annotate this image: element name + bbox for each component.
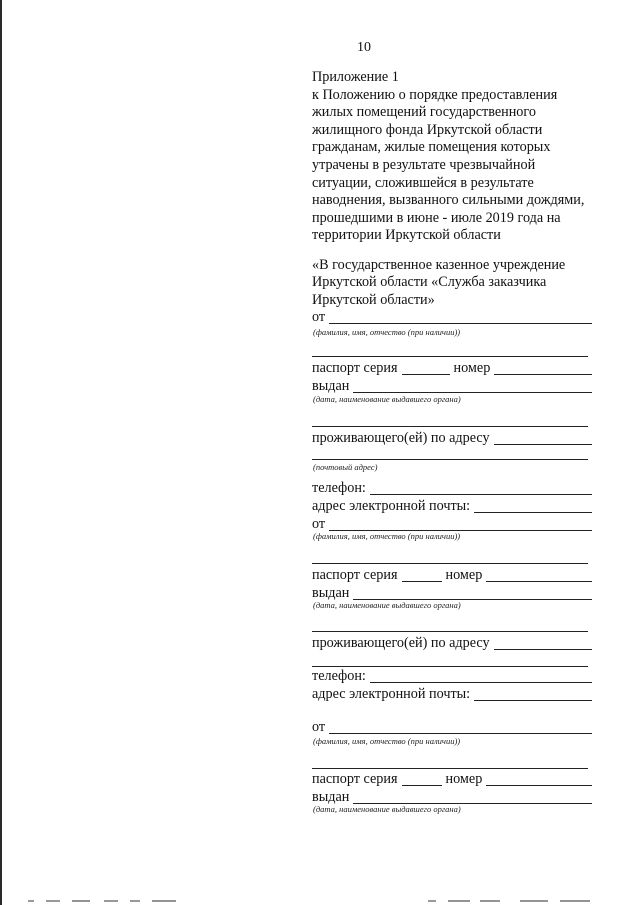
appendix-line: жилых помещений государственного bbox=[312, 104, 536, 121]
issued-label: выдан bbox=[312, 585, 350, 601]
phone-row bbox=[312, 479, 592, 497]
appendix-line: территории Иркутской области bbox=[312, 227, 501, 244]
passport-row bbox=[312, 359, 592, 377]
from-field[interactable] bbox=[329, 517, 592, 531]
appendix-line: гражданам, жилые помещения которых bbox=[312, 139, 551, 156]
email-row bbox=[312, 497, 592, 515]
appendix-line: наводнения, вызванного сильными дождями, bbox=[312, 192, 585, 209]
blank-line[interactable] bbox=[312, 356, 588, 357]
from-row bbox=[312, 308, 592, 326]
passport-number-field[interactable] bbox=[494, 361, 592, 375]
appendix-line: утрачены в результате чрезвычайной bbox=[312, 156, 536, 173]
passport-series-label: паспорт серия bbox=[312, 567, 398, 583]
residing-row bbox=[312, 429, 592, 447]
email-label: адрес электронной почты: bbox=[312, 498, 471, 514]
blank-line[interactable] bbox=[312, 563, 588, 564]
passport-series-field[interactable] bbox=[402, 361, 450, 375]
appendix-line: ситуации, сложившейся в результате bbox=[312, 174, 534, 191]
issuer-hint: (дата, наименование выдавшего органа) bbox=[313, 804, 461, 814]
phone-field[interactable] bbox=[370, 669, 592, 683]
issuer-hint: (дата, наименование выдавшего органа) bbox=[313, 600, 461, 610]
passport-number-field[interactable] bbox=[486, 568, 592, 582]
from-field[interactable] bbox=[329, 720, 592, 734]
blank-line[interactable] bbox=[312, 459, 588, 460]
appendix-line: прошедшими в июне - июле 2019 года на bbox=[312, 209, 561, 226]
fio-hint: (фамилия, имя, отчество (при наличии)) bbox=[313, 531, 461, 541]
email-label: адрес электронной почты: bbox=[312, 686, 471, 702]
blank-line[interactable] bbox=[312, 426, 588, 427]
phone-label: телефон: bbox=[312, 668, 366, 684]
passport-number-field[interactable] bbox=[486, 772, 592, 786]
issued-field[interactable] bbox=[353, 790, 592, 804]
page-left-edge bbox=[0, 0, 2, 905]
addressee-line: «В государственное казенное учреждение bbox=[312, 257, 566, 273]
residing-row bbox=[312, 634, 592, 652]
blank-line[interactable] bbox=[312, 768, 588, 769]
fio-hint: (фамилия, имя, отчество (при наличии)) bbox=[313, 736, 461, 746]
residing-field[interactable] bbox=[494, 431, 592, 445]
residing-field[interactable] bbox=[494, 636, 592, 650]
from-field[interactable] bbox=[329, 310, 592, 324]
addressee-line: Иркутской области» bbox=[312, 291, 435, 308]
fio-hint: (фамилия, имя, отчество (при наличии)) bbox=[313, 327, 461, 337]
postal-hint: (почтовый адрес) bbox=[313, 462, 378, 472]
number-label: номер bbox=[445, 771, 483, 787]
addressee-line: Иркутской области «Служба заказчика bbox=[312, 274, 547, 291]
from-row bbox=[312, 718, 592, 736]
email-field[interactable] bbox=[474, 687, 592, 701]
issued-field[interactable] bbox=[353, 379, 592, 393]
page-number: 10 bbox=[357, 40, 371, 55]
passport-row bbox=[312, 566, 592, 584]
from-label: от bbox=[312, 719, 326, 735]
passport-series-field[interactable] bbox=[402, 772, 442, 786]
passport-series-label: паспорт серия bbox=[312, 771, 398, 787]
phone-label: телефон: bbox=[312, 480, 366, 496]
phone-field[interactable] bbox=[370, 481, 592, 495]
from-label: от bbox=[312, 309, 326, 325]
issuer-hint: (дата, наименование выдавшего органа) bbox=[313, 394, 461, 404]
residing-label: проживающего(ей) по адресу bbox=[312, 635, 490, 651]
phone-row bbox=[312, 667, 592, 685]
email-field[interactable] bbox=[474, 499, 592, 513]
number-label: номер bbox=[445, 567, 483, 583]
appendix-line: к Положению о порядке предоставления bbox=[312, 86, 558, 103]
passport-row bbox=[312, 770, 592, 788]
appendix-line: жилищного фонда Иркутской области bbox=[312, 121, 543, 138]
appendix-line: Приложение 1 bbox=[312, 69, 399, 85]
number-label: номер bbox=[453, 360, 491, 376]
addressee bbox=[312, 257, 592, 309]
blank-line[interactable] bbox=[312, 631, 588, 632]
passport-series-label: паспорт серия bbox=[312, 360, 398, 376]
from-label: от bbox=[312, 516, 326, 532]
issued-row bbox=[312, 377, 592, 395]
issued-label: выдан bbox=[312, 789, 350, 805]
scan-artifact-dots bbox=[0, 897, 640, 905]
appendix-header bbox=[312, 69, 592, 245]
issued-label: выдан bbox=[312, 378, 350, 394]
email-row bbox=[312, 685, 592, 703]
issued-field[interactable] bbox=[353, 586, 592, 600]
passport-series-field[interactable] bbox=[402, 568, 442, 582]
residing-label: проживающего(ей) по адресу bbox=[312, 430, 490, 446]
